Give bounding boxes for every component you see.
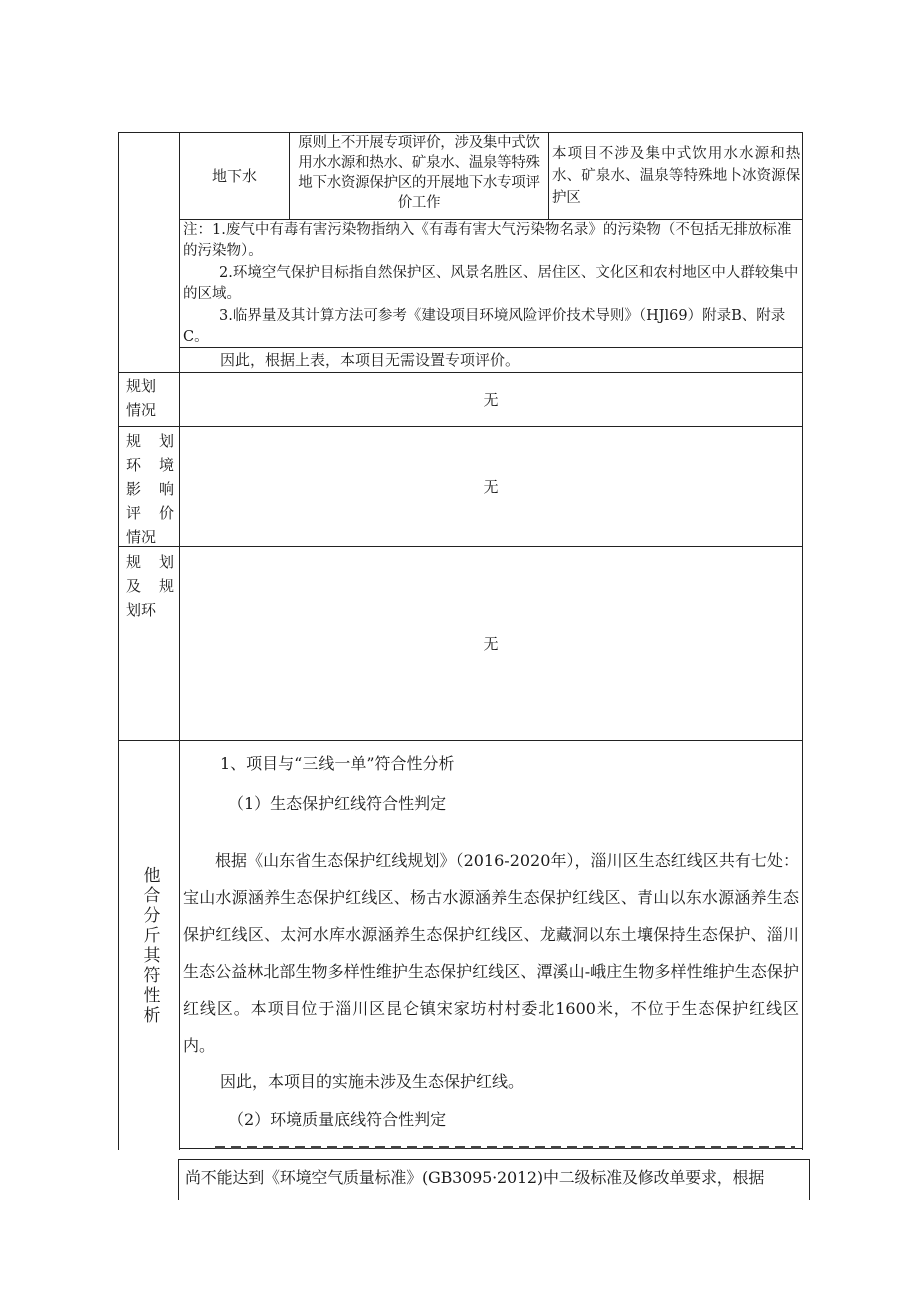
table-right-border xyxy=(802,132,803,1150)
label-char: 规 xyxy=(126,553,142,571)
overlay-box xyxy=(178,1159,810,1200)
planning-env-label-row-3 xyxy=(126,477,174,501)
label-char: 环 xyxy=(126,456,142,474)
heading-env-quality: （2）环境质量底线符合性判定 xyxy=(228,1110,447,1129)
para-eco-redline: 根据《山东省生态保护红线规划》（2016-2020年），淄川区生态红线区共有七处：宝山水源涵养生态保护红线区、杨古水源涵养生态保护红线区、青山以东水源涵养生态保护红线区、太河水库水源涵养生态保护红线区、龙藏洞以东土壤保持生态保护、淄川生态公益林北部生物多样性维护生态保护红线区、潭溪山-峨庄生物多样性维护生态保护红线区。本项目位于淄川区昆仑镇宋家坊村村委北1600米，不位于生态保护红线区内。 xyxy=(183,851,799,1055)
label-char: 价 xyxy=(158,504,174,522)
planning-value: 无 xyxy=(483,391,499,409)
label-char: 析 xyxy=(143,1006,161,1026)
planning-and-label-row-2 xyxy=(126,574,174,598)
label-char: 他 xyxy=(143,866,161,886)
heading-eco-redline: （1）生态保护红线符合性判定 xyxy=(228,794,447,813)
planning-and-label-row-3 xyxy=(126,598,174,622)
label-char: 划环 xyxy=(126,601,157,619)
label-char: 符 xyxy=(143,966,161,986)
planning-env-label-row-2 xyxy=(126,453,174,477)
label-char: 响 xyxy=(158,480,174,498)
note-3: 3.临界量及其计算方法可参考《建设项目环境风险评价技术导则》（HJl69）附录B、附录C。 xyxy=(183,308,786,345)
label-char: 其 xyxy=(143,946,161,966)
label-char: 评 xyxy=(126,504,142,522)
groundwater-label: 地下水 xyxy=(211,167,257,185)
other-analysis-label xyxy=(140,866,164,1026)
label-char: 及 xyxy=(126,577,142,595)
overlay-box-text: 尚不能达到《环境空气质量标准》(GB3095·2012)中二级标准及修改单要求，根据 xyxy=(185,1168,765,1187)
planning-and-value: 无 xyxy=(483,635,499,653)
label-char: 性 xyxy=(143,986,161,1006)
label-char: 斤 xyxy=(143,926,161,946)
gw-col-divider-1 xyxy=(289,132,290,219)
planning-label-line-2: 情况 xyxy=(126,401,157,419)
note-1: 注：1.废气中有毒有害污染物指纳入《有毒有害大气污染物名录》的污染物（不包括无排放标准的污染物）。 xyxy=(183,222,792,259)
planning-and-label xyxy=(126,550,178,622)
planning-and-label-row-1 xyxy=(126,550,174,574)
label-char: 分 xyxy=(143,906,161,926)
label-char: 规 xyxy=(126,432,142,450)
label-char: 划 xyxy=(158,432,174,450)
label-char: 情况 xyxy=(126,528,157,546)
planning-env-value: 无 xyxy=(483,478,499,496)
label-char: 合 xyxy=(143,886,161,906)
planning-label-line-1: 规划 xyxy=(126,377,157,395)
planning-env-label-row-4 xyxy=(126,501,174,525)
planning-env-label-row-5 xyxy=(126,525,174,549)
label-char: 影 xyxy=(126,480,142,498)
planning-env-label xyxy=(126,429,178,549)
label-char: 规 xyxy=(158,577,174,595)
planning-env-label-row-1 xyxy=(126,429,174,453)
cutoff-text-fragment xyxy=(215,1144,795,1150)
conclusion-text: 因此，根据上表，本项目无需设置专项评价。 xyxy=(220,351,521,369)
planning-and-row-bottom xyxy=(118,740,803,741)
label-char: 境 xyxy=(158,456,174,474)
para-eco-conclusion: 因此，本项目的实施未涉及生态保护红线。 xyxy=(220,1072,525,1091)
table-left-border xyxy=(118,132,119,1150)
planning-label xyxy=(126,374,176,422)
note-2: 2.环境空气保护目标指自然保护区、风景名胜区、居住区、文化区和农村地区中人群较集中的区域。 xyxy=(183,265,799,302)
label-char: 划 xyxy=(158,553,174,571)
gw-col-divider-2 xyxy=(548,132,549,219)
groundwater-rule: 原则上不开展专项评价，涉及集中式饮用水水源和热水、矿泉水、温泉等特殊地下水资源保护区的开展地下水专项评价工作 xyxy=(298,135,540,211)
heading-three-lines: 1、项目与“三线一单”符合性分析 xyxy=(220,754,455,773)
groundwater-result: 本项目不涉及集中式饮用水水源和热水、矿泉水、温泉等特殊地卜冰资源保护区 xyxy=(552,146,800,206)
